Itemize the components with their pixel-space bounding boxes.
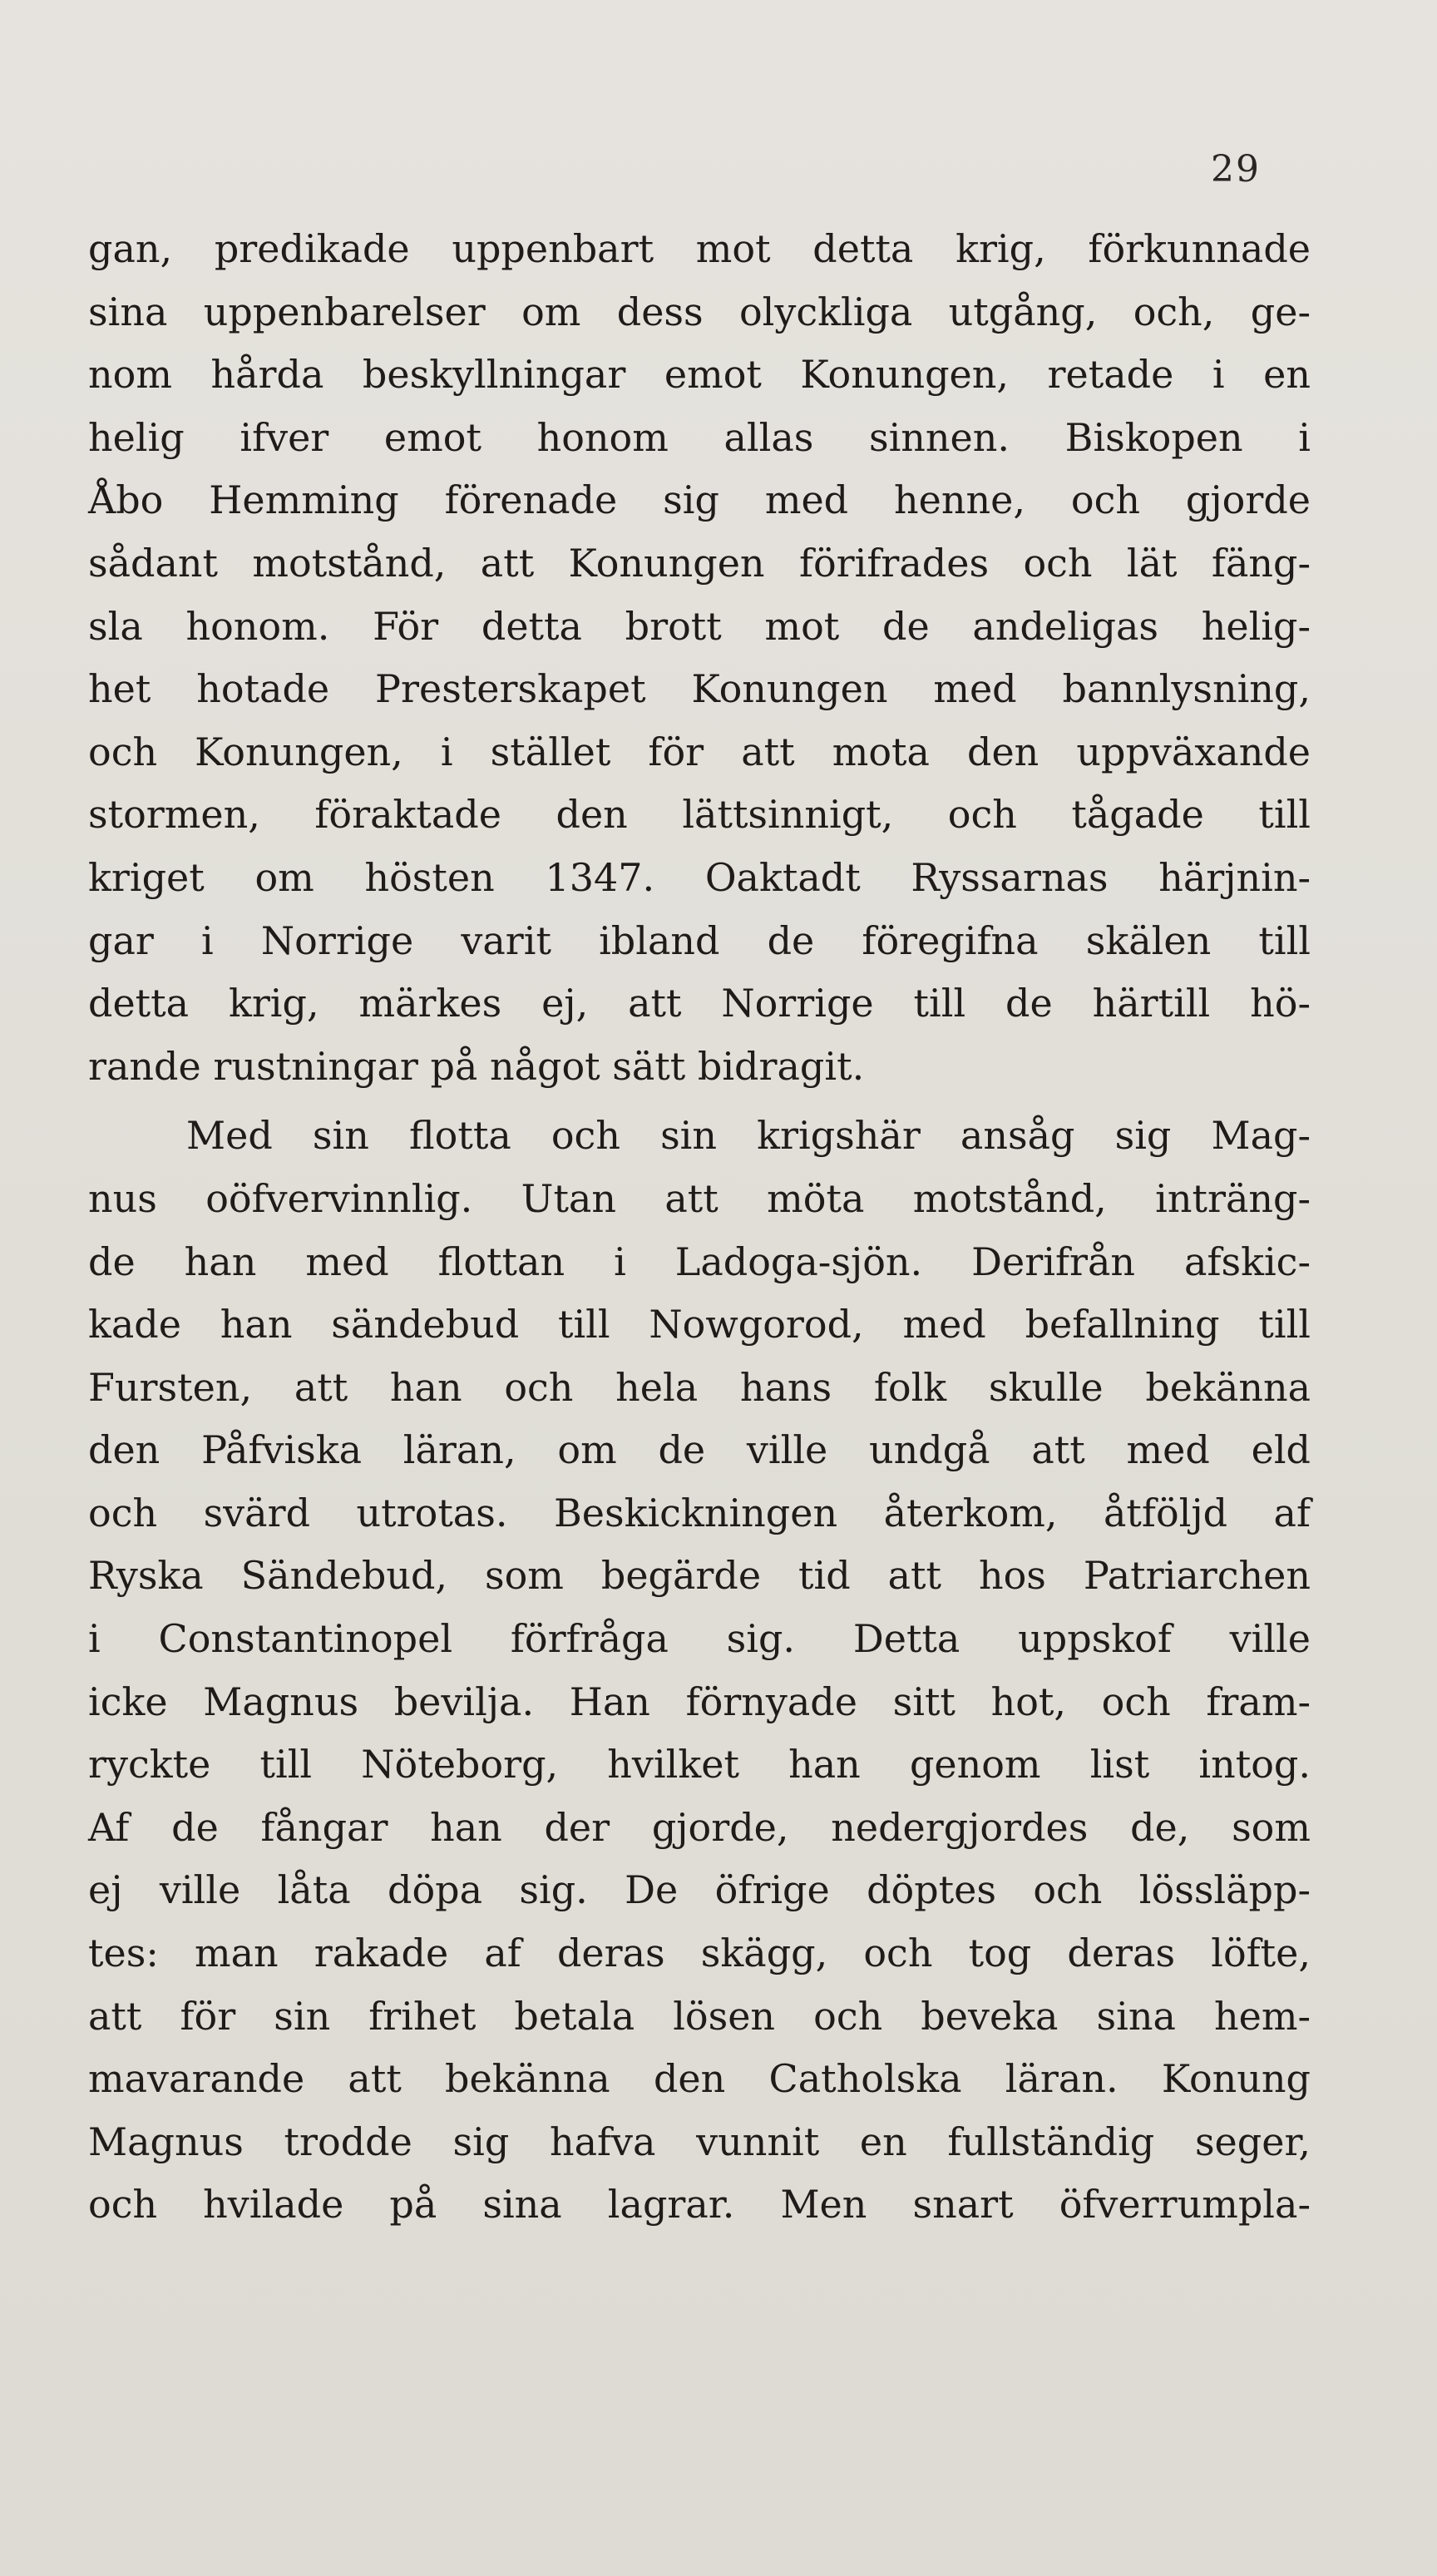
text-line: att för sin frihet betala lösen och beveka sina hem-	[88, 1993, 1311, 2039]
text-line: detta krig, märkes ej, att Norrige till de härtill hö-	[88, 981, 1311, 1026]
text-line: Fursten, att han och hela hans folk skulle bekänna	[88, 1364, 1311, 1410]
text-line: Med sin flotta och sin krigshär ansåg sig Mag-	[186, 1113, 1311, 1159]
text-line: ryckte till Nöteborg, hvilket han genom list intog.	[88, 1742, 1311, 1787]
text-line: gar i Norrige varit ibland de föregifna skälen till	[88, 917, 1311, 963]
text-line: Af de fångar han der gjorde, nedergjordes de, som	[88, 1804, 1311, 1850]
text-line: het hotade Presterskapet Konungen med bannlysning,	[88, 666, 1311, 712]
text-line: icke Magnus bevilja. Han förnyade sitt hot, och fram-	[88, 1679, 1311, 1724]
paragraph-1	[88, 218, 1311, 1098]
text-line: kriget om hösten 1347. Oaktadt Ryssarnas härjnin-	[88, 854, 1311, 900]
text-line: sla honom. För detta brott mot de andeligas helig-	[88, 603, 1311, 649]
text-line: nus oöfvervinnlig. Utan att möta motstånd, inträng-	[88, 1175, 1311, 1221]
text-line: och hvilade på sina lagrar. Men snart öfverrumpla-	[88, 2182, 1311, 2227]
text-line: sådant motstånd, att Konungen förifrades och lät fäng-	[88, 540, 1311, 586]
text-line: helig ifver emot honom allas sinnen. Biskopen i	[88, 414, 1311, 460]
text-line: Åbo Hemming förenade sig med henne, och gjorde	[88, 477, 1311, 523]
text-line: den Påfviska läran, om de ville undgå att med eld	[88, 1427, 1311, 1473]
text-line: tes: man rakade af deras skägg, och tog deras löfte,	[88, 1931, 1311, 1976]
text-line: ej ville låta döpa sig. De öfrige döptes och lössläpp-	[88, 1867, 1311, 1913]
text-line: och svärd utrotas. Beskickningen återkom, åtföljd af	[88, 1490, 1311, 1535]
text-line: Magnus trodde sig hafva vunnit en fullständig seger,	[88, 2119, 1311, 2164]
text-line: de han med flottan i Ladoga-sjön. Derifrån afskic-	[88, 1239, 1311, 1284]
text-line: stormen, föraktade den lättsinnigt, och tågade till	[88, 792, 1311, 838]
body-text	[88, 218, 1311, 2237]
text-line: gan, predikade uppenbart mot detta krig, förkunnade	[88, 226, 1311, 271]
text-line: rande rustningar på något sätt bidragit.	[88, 1043, 865, 1089]
text-line: i Constantinopel förfråga sig. Detta uppskof ville	[88, 1616, 1311, 1662]
text-line: och Konungen, i stället för att mota den uppväxande	[88, 729, 1311, 774]
paragraph-gap	[88, 1098, 1311, 1105]
text-line: nom hårda beskyllningar emot Konungen, retade i en	[88, 352, 1311, 398]
page-number: 29	[1211, 148, 1261, 190]
text-line: Ryska Sändebud, som begärde tid att hos Patriarchen	[88, 1553, 1311, 1599]
paragraph-2	[88, 1105, 1311, 2237]
text-line: sina uppenbarelser om dess olyckliga utgång, och, ge-	[88, 289, 1311, 334]
text-line: kade han sändebud till Nowgorod, med befallning till	[88, 1302, 1311, 1347]
text-line: mavarande att bekänna den Catholska läran. Konung	[88, 2056, 1311, 2102]
